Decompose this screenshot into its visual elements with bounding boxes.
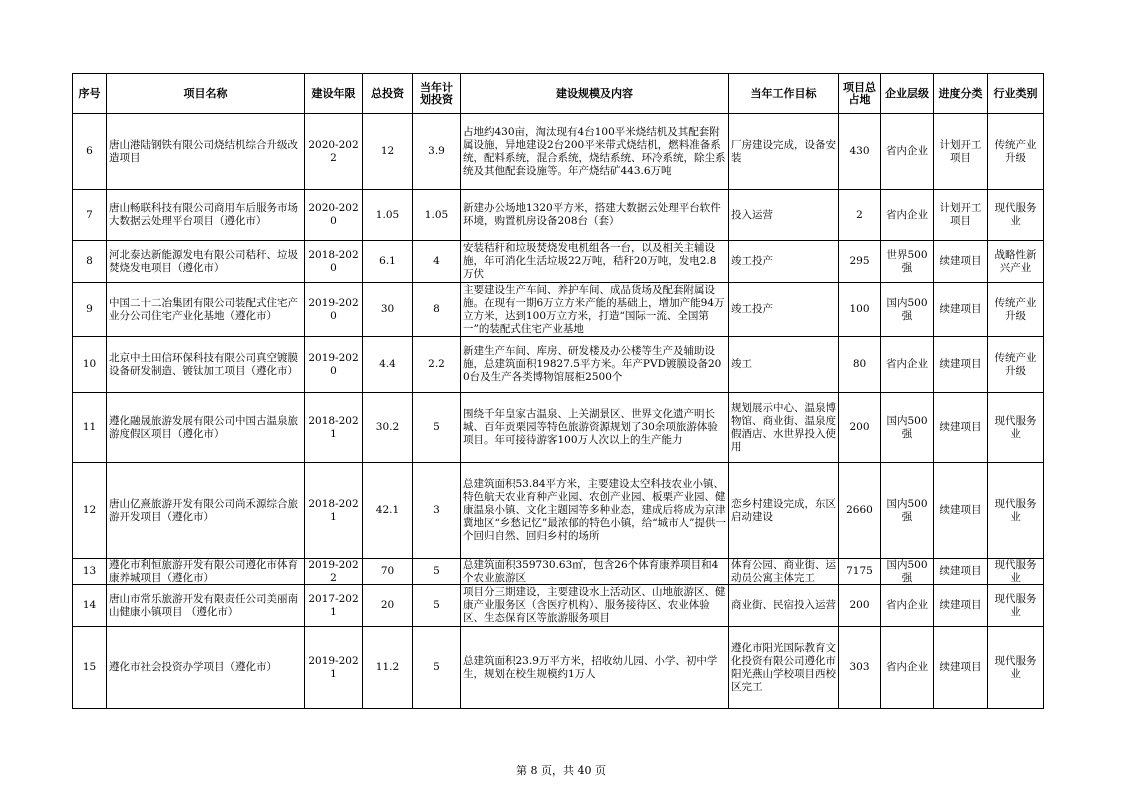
cell-goal [729,393,839,463]
cell-goal [729,190,839,241]
header-period: 建设年限 [305,74,363,114]
cell-goal [729,463,839,559]
cell-period-text: 2020-2020 [308,202,359,227]
cell-plan [413,559,461,585]
cell-industry [988,283,1044,337]
cell-seq-text: 9 [86,303,93,315]
cell-seq [73,393,107,463]
cell-level [881,114,934,190]
header-invest: 总投资 [363,74,413,114]
cell-seq [73,627,107,709]
cell-level-text: 国内500强 [886,414,928,440]
cell-name-text: 河北泰达新能源发电有限公司秸秆、垃圾焚烧发电项目（遵化市） [109,248,298,274]
cell-seq [73,190,107,241]
cell-plan-text: 8 [433,303,440,315]
cell-seq [73,114,107,190]
cell-plan-text: 4 [433,255,440,267]
cell-industry-text: 现代服务业 [994,654,1037,680]
cell-period [305,114,363,190]
cell-invest [363,463,413,559]
table-body [73,114,1044,709]
cell-industry [988,585,1044,627]
cell-name [107,393,305,463]
cell-invest [363,241,413,283]
cell-plan [413,190,461,241]
cell-plan [413,393,461,463]
header-seq: 序号 [73,74,107,114]
cell-invest-text: 42.1 [375,504,400,516]
cell-plan-text: 3 [433,504,440,516]
cell-area [839,190,881,241]
cell-level-text: 国内500强 [886,497,928,523]
cell-seq [73,337,107,393]
cell-area [839,585,881,627]
cell-goal-text: 投入运营 [731,208,773,221]
cell-level-text: 省内企业 [886,208,928,221]
cell-invest-text: 11.2 [375,661,400,673]
cell-progress-text: 计划开工项目 [939,202,982,227]
cell-plan-text: 5 [433,661,440,673]
cell-name [107,337,305,393]
cell-goal [729,283,839,337]
cell-industry [988,190,1044,241]
cell-level [881,585,934,627]
cell-progress [934,241,988,283]
cell-industry [988,559,1044,585]
cell-progress [934,114,988,190]
cell-industry [988,337,1044,393]
cell-scale [461,559,729,585]
cell-scale-text: 围绕千年皇家古温泉、上关湖景区、世界文化遗产明长城、百年贡栗园等特色旅游资源规划了30余项旅游体验项目。年可接待游客100万人次以上的生产能力 [463,408,718,446]
cell-plan-text: 5 [433,421,440,433]
cell-invest-text: 4.4 [379,358,396,370]
cell-level-text: 省内企业 [886,661,928,673]
table-row [73,393,1044,463]
cell-goal [729,627,839,709]
cell-scale-text: 项目分三期建设，主要建设水上活动区、山地旅游区、健康产业服务区（含医疗机构）、服务接待区、农业体验区、生态保育区等旅游服务项目 [463,586,726,624]
cell-period [305,283,363,337]
cell-seq-text: 10 [82,358,97,370]
cell-invest-text: 30.2 [375,421,400,433]
cell-level-text: 省内企业 [886,145,928,157]
cell-invest-text: 20 [380,599,395,611]
cell-invest-text: 30 [380,303,395,315]
cell-area [839,337,881,393]
cell-period [305,337,363,393]
cell-progress-text: 续建项目 [939,599,982,611]
cell-period-text: 2019-2022 [308,559,359,584]
cell-level [881,627,934,709]
cell-scale-text: 总建筑面积23.9万平方米，招收幼儿园、小学、初中学生，规划在校生规模约1万人 [463,654,718,680]
cell-level-text: 世界500强 [886,248,928,274]
cell-scale-text: 安装秸秆和垃圾焚烧发电机组各一台，以及相关主辅设施，年可消化生活垃圾22万吨，秸秆20万吨，发电2.8万伏 [463,242,717,280]
cell-plan [413,627,461,709]
cell-name-text: 遵化市社会投资办学项目（遵化市） [109,661,277,673]
table-row [73,337,1044,393]
table-row [73,627,1044,709]
cell-progress-text: 续建项目 [939,661,982,673]
cell-industry-text: 传统产业升级 [994,138,1037,164]
cell-plan [413,283,461,337]
cell-area-text: 2660 [846,504,873,516]
cell-area-text: 100 [849,303,870,315]
cell-scale-text: 主要建设生产车间、养护车间、成品货场及配套附属设施。在现有一期6万立方米产能的基础上，增加产能94万立方米，达到100万立方米，打造“国际一流、全国第一”的装配式住宅产业基地 [463,283,725,335]
cell-seq-text: 6 [86,145,93,157]
cell-goal [729,114,839,190]
cell-plan-text: 3.9 [428,145,445,157]
cell-goal-text: 规划展示中心、温泉博物馆、商业街、温泉度假酒店、水世界投入使用 [731,401,836,453]
cell-invest-text: 1.05 [375,208,400,221]
cell-invest [363,627,413,709]
header-row [73,74,1044,114]
cell-period-text: 2019-2020 [308,296,359,322]
cell-area-text: 200 [849,599,870,611]
cell-level [881,559,934,585]
cell-seq-text: 11 [82,421,97,433]
header-level: 企业层级 [881,74,934,114]
cell-period-text: 2018-2020 [308,248,359,274]
cell-invest-text: 12 [380,145,395,157]
cell-level-text: 国内500强 [886,559,928,584]
cell-period-text: 2019-2021 [308,654,359,680]
project-table-sheet [72,73,1043,709]
cell-period [305,393,363,463]
cell-plan-text: 2.2 [428,358,445,370]
cell-level [881,463,934,559]
cell-industry [988,114,1044,190]
cell-scale-text: 新建办公场地1320平方米，搭建大数据云处理平台软件环境，购置机房设备208台（套） [463,202,721,227]
cell-goal-text: 体育公园、商业街、运动员公寓主体完工 [731,559,836,584]
cell-area [839,114,881,190]
cell-industry-text: 现代服务业 [994,414,1037,440]
cell-progress [934,393,988,463]
cell-area-text: 2 [856,208,863,221]
cell-goal [729,337,839,393]
cell-progress [934,559,988,585]
cell-progress [934,337,988,393]
cell-scale-text: 总建筑面积53.84平方米，主要建设太空科技农业小镇、特色航天农业育种产业园、农创产业园、板栗产业园、健康温泉小镇、文化主题园等多种业态，建成后将成为京津冀地区“乡愁记忆”最浓郁的特色小镇，给“城市人”提供一个回归自然、回归乡村的场所 [463,478,726,542]
cell-seq [73,559,107,585]
cell-name [107,627,305,709]
cell-name-text: 北京中土田信环保科技有限公司真空镀膜设备研发制造、镀钛加工项目（遵化市） [109,351,298,377]
cell-progress-text: 续建项目 [939,565,982,577]
cell-area-text: 430 [849,145,870,157]
table-row [73,463,1044,559]
cell-scale [461,463,729,559]
cell-period-text: 2018-2021 [308,497,359,523]
cell-period [305,559,363,585]
cell-seq [73,463,107,559]
cell-scale [461,283,729,337]
cell-goal [729,559,839,585]
cell-plan-text: 5 [433,599,440,611]
cell-period [305,241,363,283]
table-row [73,190,1044,241]
table-row [73,585,1044,627]
cell-scale [461,241,729,283]
cell-level [881,241,934,283]
cell-level [881,337,934,393]
cell-invest-text: 6.1 [379,255,396,267]
cell-plan [413,114,461,190]
cell-industry [988,241,1044,283]
cell-seq-text: 14 [82,599,97,611]
cell-name-text: 中国二十二冶集团有限公司装配式住宅产业分公司住宅产业化基地（遵化市） [109,296,298,322]
cell-area [839,559,881,585]
cell-area-text: 303 [849,661,870,673]
cell-name-text: 遵化融晟旅游发展有限公司中国古温泉旅游度假区项目（遵化市） [109,414,298,440]
cell-plan [413,463,461,559]
page-footer: 第 8 页，共 40 页 [516,764,606,777]
cell-name-text: 唐山市常乐旅游开发有限责任公司美丽南山健康小镇项目 （遵化市） [109,592,298,618]
cell-area [839,393,881,463]
cell-seq [73,585,107,627]
header-name: 项目名称 [107,74,305,114]
cell-seq [73,241,107,283]
cell-seq-text: 12 [82,504,97,516]
cell-scale-text: 总建筑面积359730.63㎡，包含26个体育康养项目和4个农业旅游区 [463,559,719,584]
cell-industry-text: 现代服务业 [994,202,1037,227]
cell-name-text: 唐山港陆钢铁有限公司烧结机综合升级改造项目 [109,138,298,164]
cell-progress-text: 计划开工项目 [939,138,982,164]
cell-progress [934,585,988,627]
cell-progress-text: 续建项目 [939,303,982,315]
cell-period-text: 2019-2020 [308,351,359,377]
cell-period-text: 2017-2021 [308,592,359,618]
header-progress: 进度分类 [934,74,988,114]
cell-name [107,559,305,585]
table-row [73,283,1044,337]
cell-area-text: 7175 [846,565,873,577]
cell-invest [363,283,413,337]
cell-level-text: 省内企业 [886,599,928,611]
cell-progress-text: 续建项目 [939,255,982,267]
cell-plan [413,241,461,283]
cell-level [881,393,934,463]
cell-name-text: 唐山亿熹旅游开发有限公司尚禾源综合旅游开发项目（遵化市） [109,497,298,523]
cell-invest [363,393,413,463]
cell-progress [934,463,988,559]
cell-period-text: 2018-2021 [308,414,359,440]
cell-name [107,190,305,241]
cell-name-text: 遵化市利恒旅游开发有限公司遵化市体育康养城项目（遵化市） [109,559,298,584]
cell-scale [461,627,729,709]
cell-progress-text: 续建项目 [939,421,982,433]
cell-level [881,190,934,241]
cell-seq-text: 15 [82,661,97,673]
cell-plan-text: 1.05 [424,208,449,221]
cell-scale [461,190,729,241]
cell-goal [729,585,839,627]
cell-industry-text: 现代服务业 [994,497,1037,523]
cell-invest [363,559,413,585]
cell-seq [73,283,107,337]
cell-scale [461,337,729,393]
cell-plan-text: 5 [433,565,440,577]
cell-name-text: 唐山畅联科技有限公司商用车后服务市场大数据云处理平台项目（遵化市） [109,202,298,227]
cell-scale-text: 占地约430亩，淘汰现有4台100平米烧结机及其配套附属设施，异地建设2台200平米带式烧结机，燃料准备系统，配料系统，混合系统，烧结系统、环冷系统，除尘系统及其他配套设施等。年产烧结矿443.6万吨 [463,125,726,177]
cell-progress-text: 续建项目 [939,358,982,370]
cell-area-text: 80 [852,358,867,370]
cell-goal-text: 恋乡村建设完成，东区启动建设 [731,497,836,523]
cell-invest [363,114,413,190]
cell-name [107,585,305,627]
header-industry: 行业类别 [988,74,1044,114]
cell-scale [461,393,729,463]
cell-area-text: 295 [849,255,870,267]
cell-industry-text: 战略性新兴产业 [994,248,1037,274]
cell-invest [363,585,413,627]
cell-level-text: 国内500强 [886,296,928,322]
cell-progress-text: 续建项目 [939,504,982,516]
project-table [72,73,1044,709]
cell-goal-text: 竣工投产 [731,303,773,315]
cell-level-text: 省内企业 [886,358,928,370]
cell-name [107,463,305,559]
cell-plan [413,337,461,393]
cell-invest [363,337,413,393]
cell-area [839,627,881,709]
cell-scale-text: 新建生产车间、库房、研发楼及办公楼等生产及辅助设施，总建筑面积19827.5平方米。年产PVD镀膜设备200台及生产各类博物馆展柜2500个 [463,345,722,383]
cell-level [881,283,934,337]
header-goal: 当年工作目标 [729,74,839,114]
cell-progress [934,190,988,241]
table-row [73,559,1044,585]
cell-period-text: 2020-2022 [308,138,359,164]
table-row [73,241,1044,283]
cell-scale [461,585,729,627]
header-area: 项目总占地 [839,74,881,114]
cell-period [305,463,363,559]
cell-industry-text: 现代服务业 [994,592,1037,618]
cell-area [839,463,881,559]
cell-goal-text: 竣工投产 [731,255,773,267]
cell-period [305,627,363,709]
cell-industry [988,463,1044,559]
cell-seq-text: 8 [86,255,93,267]
cell-area [839,241,881,283]
cell-goal [729,241,839,283]
cell-invest-text: 70 [380,565,395,577]
cell-goal-text: 遵化市阳光国际教育文化投资有限公司遵化市阳光燕山学校项目西校区完工 [731,641,836,693]
cell-industry [988,627,1044,709]
cell-goal-text: 竣工 [731,358,752,370]
header-scale: 建设规模及内容 [461,74,729,114]
cell-progress [934,627,988,709]
cell-period [305,585,363,627]
cell-scale [461,114,729,190]
cell-industry [988,393,1044,463]
cell-area-text: 200 [849,421,870,433]
cell-seq-text: 13 [82,565,97,577]
cell-area [839,283,881,337]
cell-industry-text: 传统产业升级 [994,351,1037,377]
cell-name [107,241,305,283]
cell-industry-text: 传统产业升级 [994,296,1037,322]
cell-progress [934,283,988,337]
cell-industry-text: 现代服务业 [994,559,1037,584]
cell-plan [413,585,461,627]
cell-period [305,190,363,241]
cell-name [107,283,305,337]
header-plan: 当年计划投资 [413,74,461,114]
cell-goal-text: 商业街、民宿投入运营 [731,599,836,611]
cell-goal-text: 厂房建设完成，设备安装 [731,138,836,164]
cell-name [107,114,305,190]
cell-invest [363,190,413,241]
cell-seq-text: 7 [86,208,93,221]
table-row [73,114,1044,190]
